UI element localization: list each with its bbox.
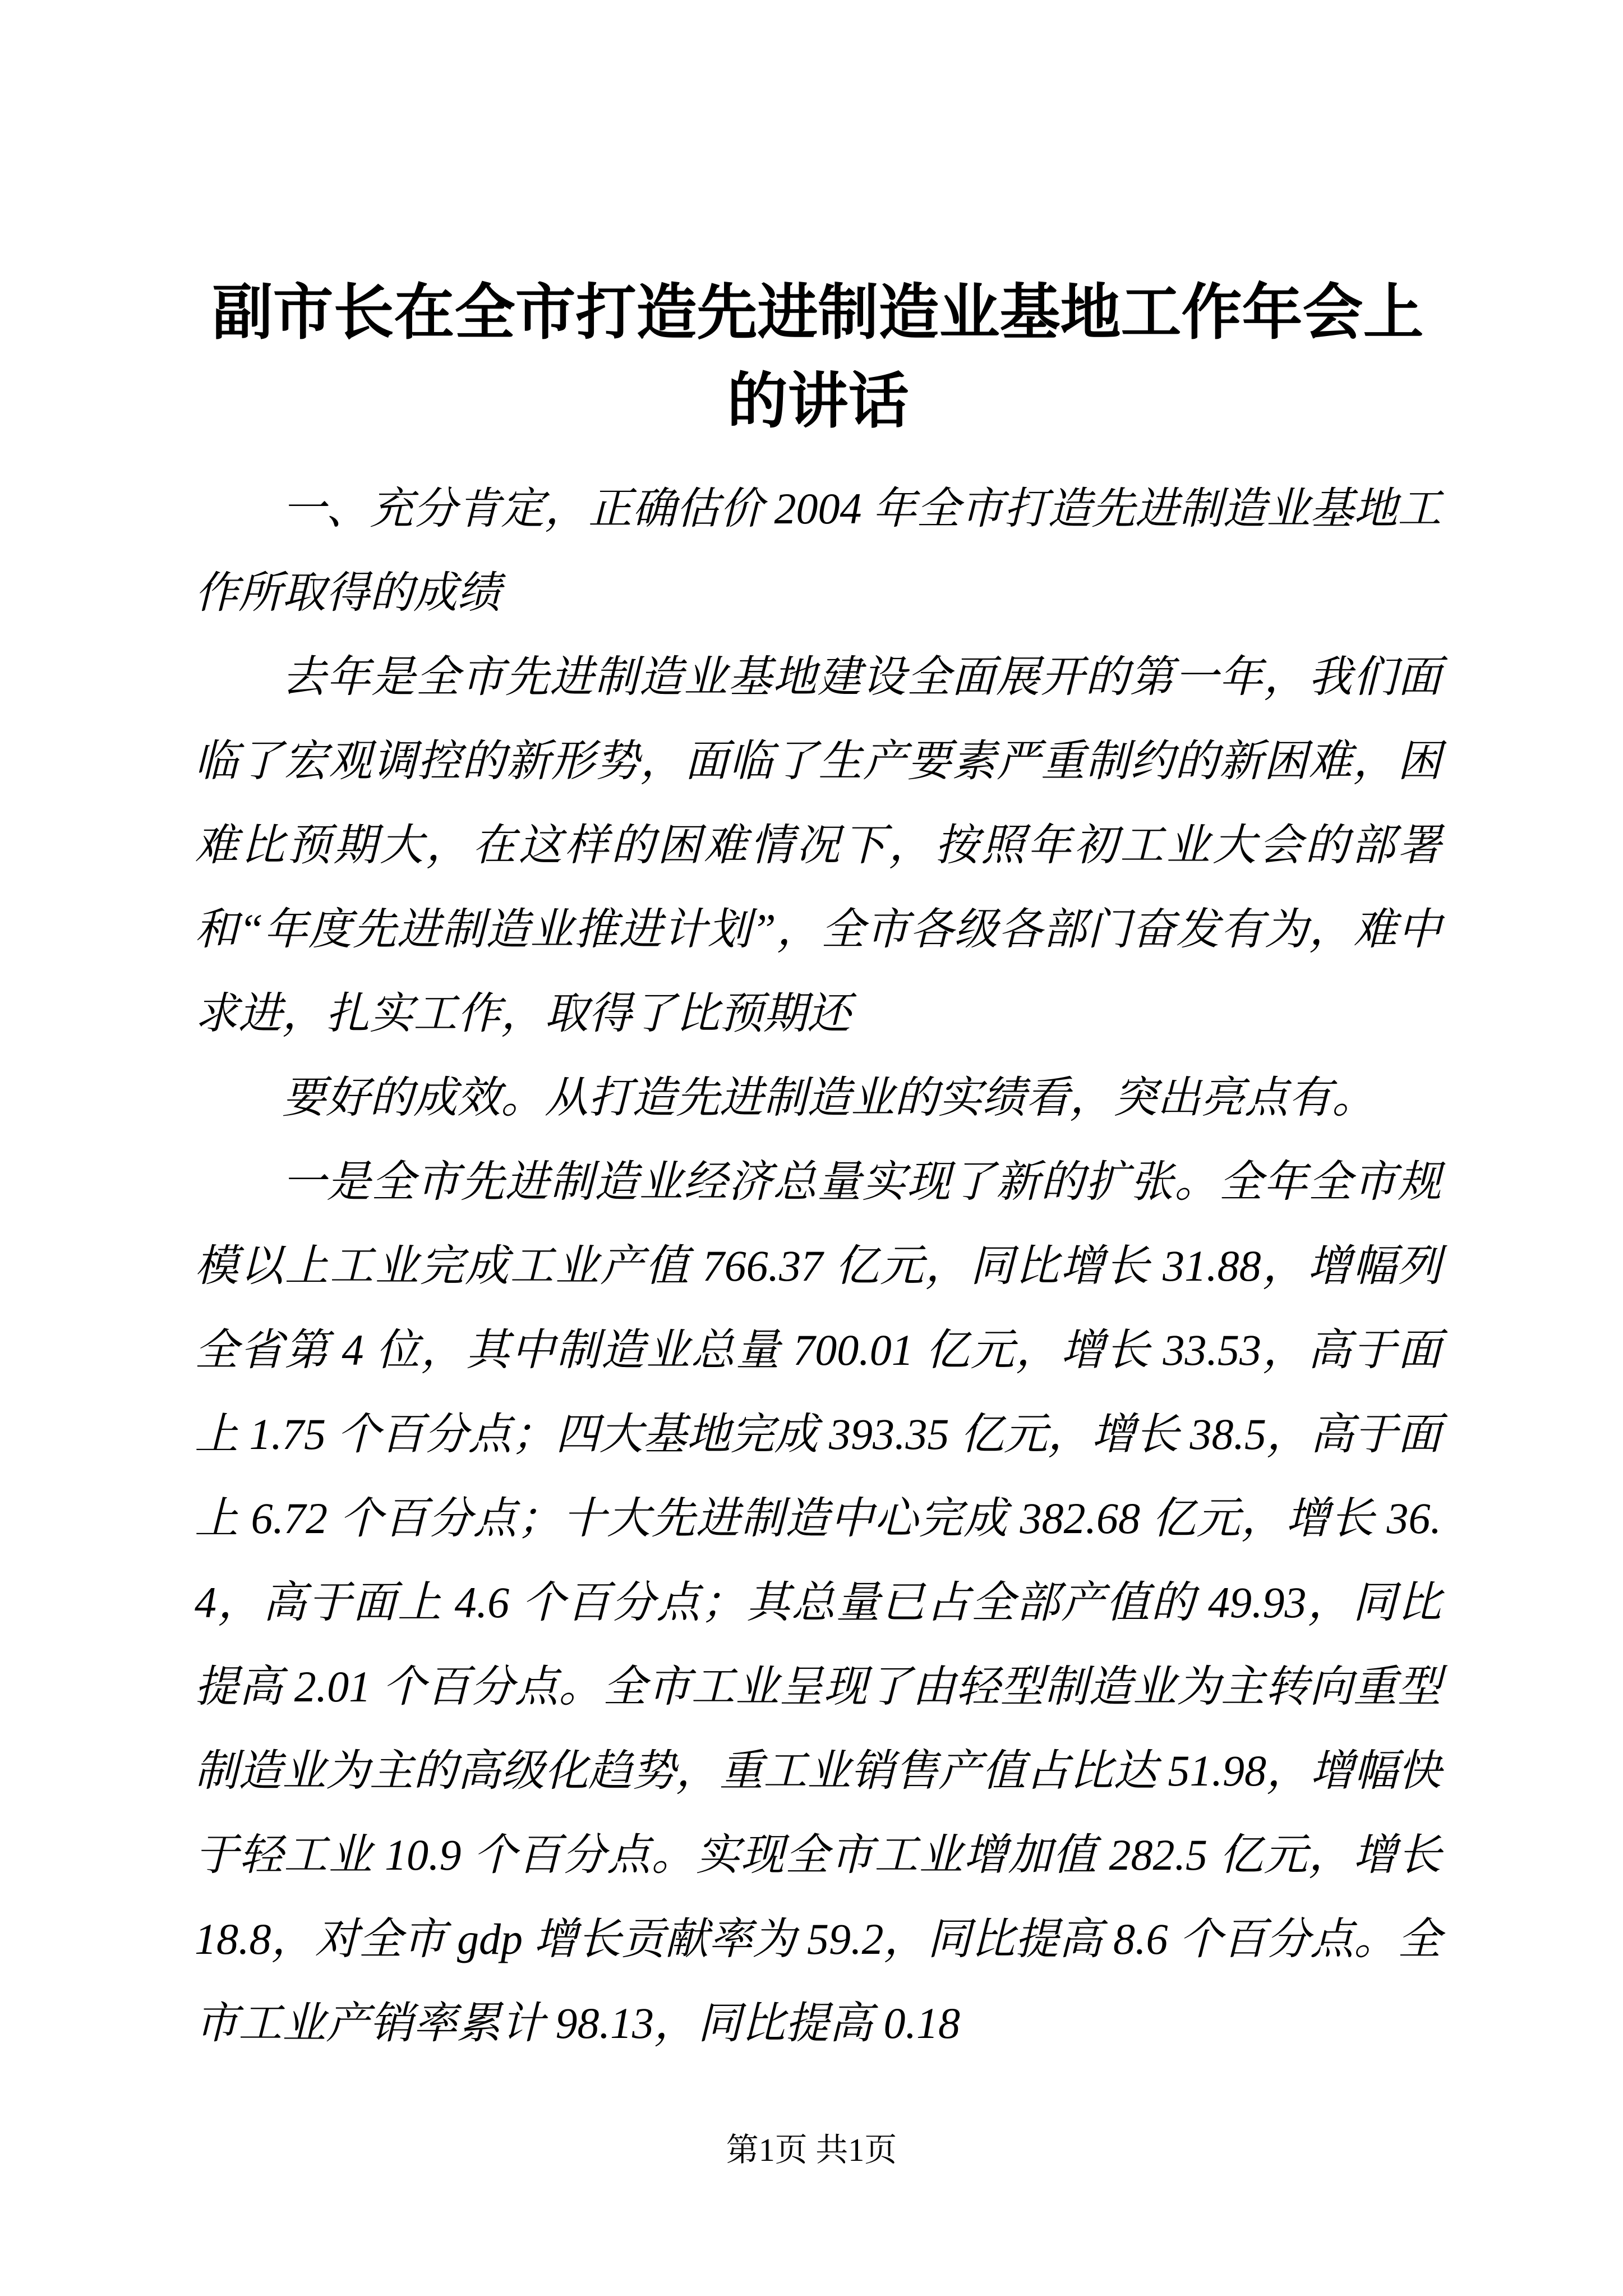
document-content [0, 269, 1623, 2065]
paragraph-body-3: 一是全市先进制造业经济总量实现了新的扩张。全年全市规模以上工业完成工业产值 766.37 亿元，同比增长 31.88，增幅列全省第 4 位，其中制造业总量 700.01 亿元，增长 33.53，高于面上 1.75 个百分点；四大基地完成 393.35 亿元，增长 38.5，高于面上 6.72 个百分点；十大先进制造中心完成 382.68 亿元，增长 36.4，高于面上 4.6 个百分点；其总量已占全部产值的 49.93，同比提高 2.01 个百分点。全市工业呈现了由轻型制造业为主转向重型制造业为主的高级化趋势，重工业销售产值占比达 51.98，增幅快于轻工业 10.9 个百分点。实现全市工业增加值 282.5 亿元，增长 18.8，对全市 gdp 增长贡献率为 59.2，同比提高 8.6 个百分点。全市工业产销率累计 98.13，同比提高 0.18 [195, 1157, 1442, 2047]
page-number-footer: 第1页 共1页 [726, 2132, 897, 2168]
paragraph-body-2: 要好的成效。从打造先进制造业的实绩看，突出亮点有。 [282, 1073, 1376, 1122]
paragraph-body-1: 去年是全市先进制造业基地建设全面展开的第一年，我们面临了宏观调控的新形势，面临了生产要素严重制约的新困难，困难比预期大，在这样的困难情况下，按照年初工业大会的部署和“年度先进制造业推进计划”，全市各级各部门奋发有为，难中求进，扎实工作，取得了比预期还 [195, 652, 1441, 1038]
paragraph-section-heading: 一、充分肯定，正确估价 2004 年全市打造先进制造业基地工作所取得的成绩 [195, 484, 1442, 617]
document-title: 副市长在全市打造先进制造业基地工作年会上的讲话 [212, 280, 1424, 435]
